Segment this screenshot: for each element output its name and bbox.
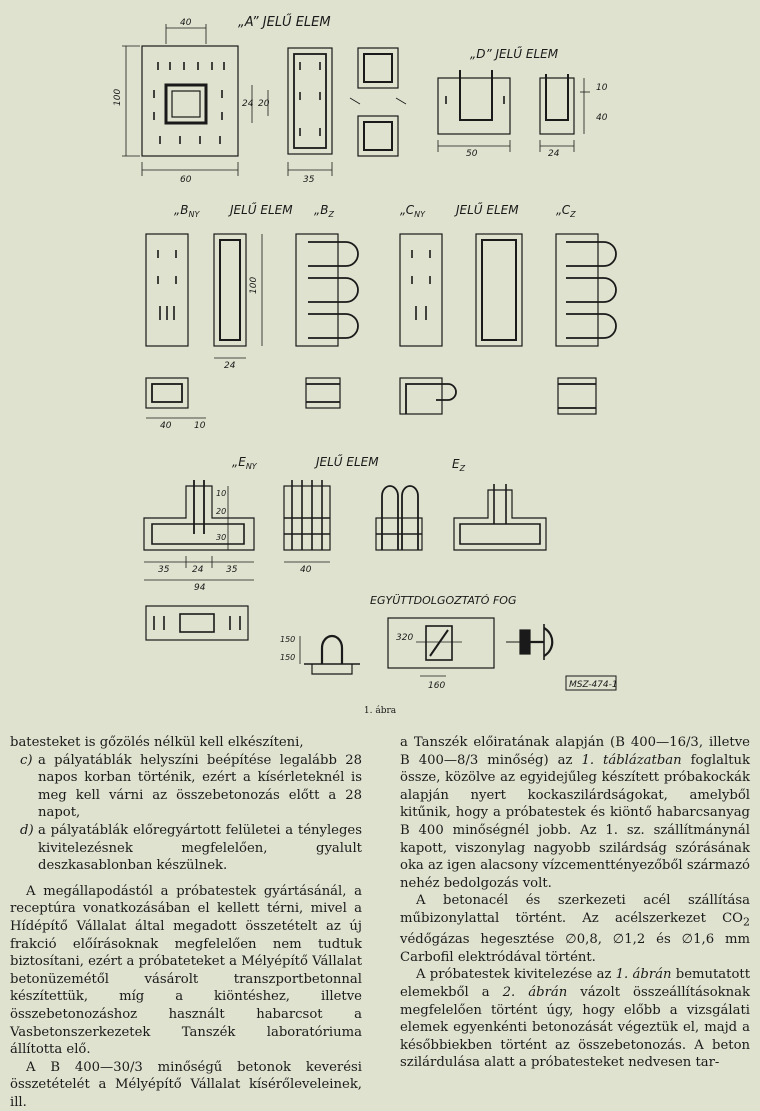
dim-d-40: 40 [596,113,608,123]
label-a-elem: „A” JELŰ ELEM [238,15,331,30]
label-d-elem: „D” JELŰ ELEM [470,47,559,61]
c-z-front [556,234,598,346]
list-item-c: c) a pályatáblák helyszíni beépítése legalább 28 napos korban történik, ezért a kísérleteknél is meg kell várni az összebetonozás előtt a 28 napot, [20,752,362,821]
b-side [214,234,246,346]
label-fog: EGYÜTTDOLGOZTATÓ FOG [370,594,517,607]
dim-a-35: 35 [303,175,315,185]
label-e-z: $E_Z$ [452,457,466,473]
fog-stud [520,630,530,654]
dim-f-320: 320 [396,633,414,643]
dim-a-100: 100 [113,88,123,106]
c-ny-front [400,234,442,346]
list-marker: d) [20,822,34,838]
dim-f-150b: 150 [280,653,296,662]
dim-b-10: 10 [194,421,206,431]
dim-b-100: 100 [249,276,259,294]
label-b-ny: $„B_{NY}$ [174,203,200,219]
paragraph: batesteket is gőzölés nélkül kell elkészíteni, [10,735,304,750]
list-item-d: d) a pályatáblák előregyártott felületei a tényleges kivitelezésnek megfelelően, gyalult deszkasablonban készülnek. [20,822,362,874]
text-column-right [400,734,750,1072]
d-front-view [438,78,510,134]
label-e-ny: $„E_{NY}$ [232,455,257,471]
paragraph: A megállapodástól a próbatestek gyártásánál, a receptúra vonatkozásában el kellett térni, mivel a Hídépítő Vállalat által megadott összetételt az új frakció előírásoknak megfelelően nem tudtuk biztosítani, ezért a próbateteket a Mélyépítő Vállalat betonüzemétől vásárolt transzportbetonnal készítettük, míg a kiöntéshez, illetve összebetonozáshoz használt habarcsot a Vasbetonszerkezetek Tanszék laboratóriuma állította elő. [10,883,362,1058]
dim-e-30: 30 [216,533,227,542]
figure-ref: 2. ábrán [502,984,568,1000]
dim-d-24: 24 [548,149,560,159]
b-z-section [306,378,340,408]
e-z-side [454,490,546,550]
label-jelu-elem-c: JELŰ ELEM [456,203,519,217]
dim-e-24: 24 [192,565,204,575]
b-z-front [296,234,338,346]
dim-d-10: 10 [596,83,608,93]
table-ref: 1. táblázatban [581,752,682,768]
paragraph: A betonacél és szerkezeti acél szállítása műbizonylattal történt. Az acélszerkezet $CO_2$ védőgázas hegesztése ∅0,8, ∅1,2 és ∅1,6 mm Carbofil elektródával történt. [400,893,750,965]
dim-f-150a: 150 [280,635,296,644]
fog-base [312,664,352,674]
e-ny-front [144,486,254,550]
dim-b-40: 40 [160,421,172,431]
dim-f-160: 160 [428,681,446,691]
dim-e-35a: 35 [158,565,170,575]
text-column-left [10,734,362,1111]
label-c-z: $„C_Z$ [556,203,576,219]
stamp: MSZ-474-1 [569,680,618,690]
dim-e-94: 94 [194,583,206,593]
b-ny-front [146,234,188,346]
dim-a-40: 40 [180,18,192,28]
dim-a-60: 60 [180,175,192,185]
dim-e-10: 10 [216,489,227,498]
dim-d-50: 50 [466,149,478,159]
dim-a-20: 20 [258,99,270,109]
label-jelu-elem-e: JELŰ ELEM [316,455,379,469]
figure-caption: 1. ábra [363,706,397,716]
dim-e-35b: 35 [226,565,238,575]
paragraph: A B 400—30/3 minőségű betonok keverési összetételét a Mélyépítő Vállalat kísérőleveleinek, ill. [10,1059,362,1110]
dim-a-24: 24 [242,99,254,109]
list-marker: c) [20,752,33,768]
dim-e-20: 20 [216,507,227,516]
dim-b-24: 24 [224,361,236,371]
e-plan [146,606,248,640]
figure-ref: 1. ábrán [615,967,672,983]
dim-e-40: 40 [300,565,312,575]
paragraph: A próbatestek kivitelezése az 1. ábrán bemutatott elemekből a 2. ábrán vázolt összeállításoknak megfelelően történt úgy, hogy előbb a vizsgálati elemek egyenkénti betonozását végeztük el, majd a későbbiekben történt az összebetonozás. A beton szilárdulása alatt a próbatesteket nedvesen tar- [400,967,750,1071]
paragraph: a Tanszék előiratának alapján (B 400—16/3, illetve B 400—8/3 minőség) az 1. táblázatban foglaltuk össze, közölve az egyidejűleg készített próbakockák alapján nyert kockaszilárdságokat, amelyből kitűnik, hogy a próbatestek és kiöntő habarcsanyag B 400 minőségnél jobb. Az 1. sz. szállítmánynál kapott, viszonylag nagyobb szilárdság szórásának oka az igen alacsony vízcementtényezőből származó nehéz bedolgozás volt. [400,735,750,891]
label-jelu-elem-b: JELŰ ELEM [230,203,293,217]
label-b-z: $„B_Z$ [314,203,334,219]
label-c-ny: $„C_{NY}$ [400,203,426,219]
